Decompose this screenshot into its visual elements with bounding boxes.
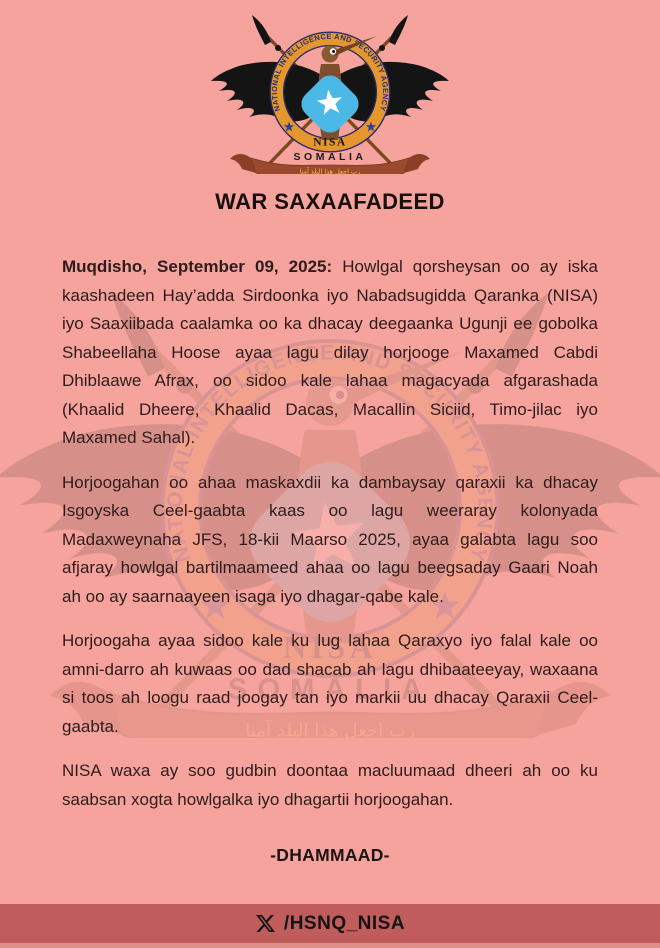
press-release-body [0, 253, 660, 866]
paragraph-2: Horjoogahan oo ahaa maskaxdii ka dambaysay qaraxii ka dhacay Isgoyska Ceel-gaabta kaas oo lagu weeraray kolonyada Madaxweynaha JFS, 18-kii Maarso 2025, ayaa galabta lagu soo afjaray howlgal bartilmaameed ahaa oo lagu beegsaday Gaari Noah ah oo ay saarnaayeen isaga iyo dhagar-qabe kale. [62, 472, 598, 606]
paragraph-1 [62, 253, 598, 453]
dateline: Muqdisho, September 09, 2025: [62, 257, 333, 276]
end-mark: -DHAMMAAD- [270, 845, 390, 865]
x-logo-icon [255, 913, 276, 934]
paragraph-1-text: Howlgal qorsheysan oo ay iska kaashadeen Hay’adda Sirdoonka iyo Nabadsugidda Qaranka (NISA) iyo Saaxiibada caalamka oo ka dhacay deegaanka Ugunji ee gobolka Shabeellaha Hoose ayaa lagu dilay horjooge Maxamed Cabdi Dhiblaawe Afrax, oo sidoo kale lahaa magacyada afgarashada (Khaalid Dheere, Khaalid Dacas, Macallin Siciid, Timo-jilac iyo Maxamed Sahal). [62, 257, 598, 447]
footer-bar [0, 904, 660, 943]
paragraph-4: NISA waxa ay soo gudbin doontaa macluumaad dheeri ah oo ku saabsan xogta howlgalka iyo dhagartii horjoogahan. [62, 761, 598, 809]
paragraph-3: Horjoogaha ayaa sidoo kale ku lug lahaa Qaraxyo iyo falal kale oo amni-darro ah kuwaas oo dad shacab ah lagu dhibaateeyay, waxaana si toos ah loogu raad joogay tan iyo markii uu dhacay Qaraxii Ceel-gaabta. [62, 631, 598, 736]
page-title: WAR SAXAAFADEED [215, 189, 445, 214]
press-release-page [0, 14, 660, 934]
nisa-emblem-icon [205, 14, 455, 174]
header [0, 14, 660, 215]
bottom-strip [0, 943, 660, 948]
footer-handle: /HSNQ_NISA [283, 912, 406, 934]
